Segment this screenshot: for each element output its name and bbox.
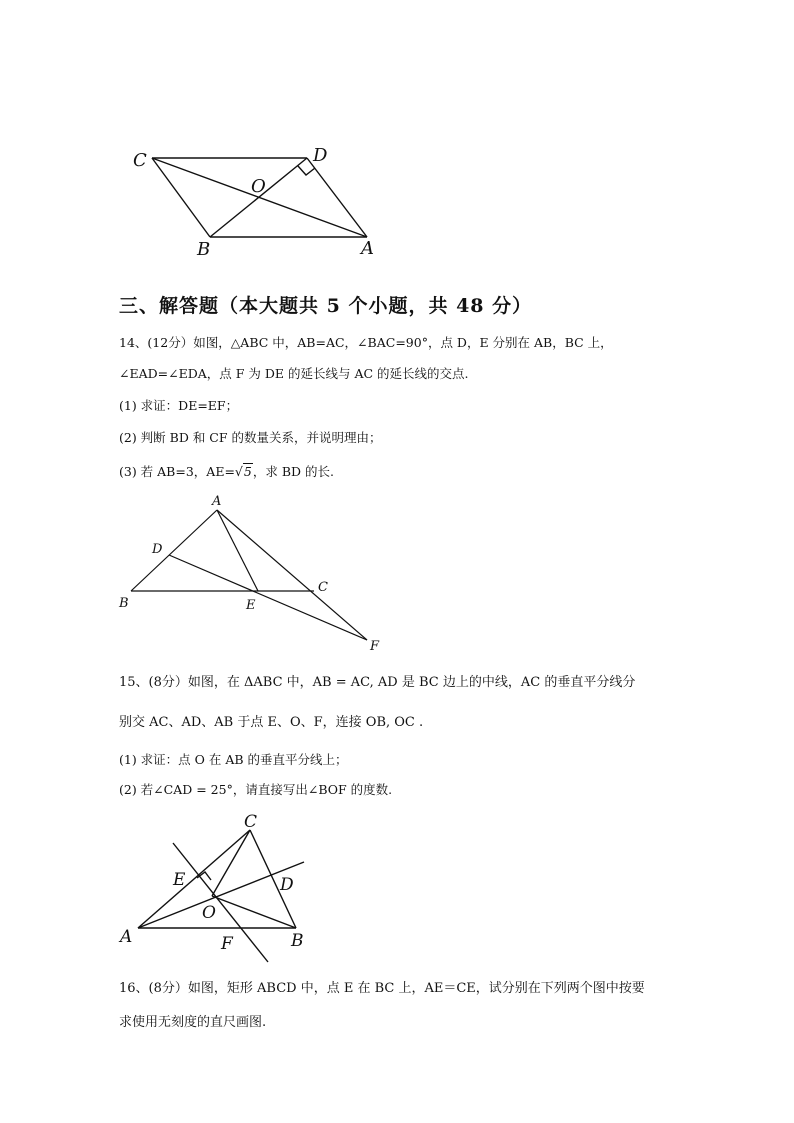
label-E: E <box>246 598 256 613</box>
right-angle-mark <box>197 872 211 880</box>
q14-line1: 14、(12分）如图，△ABC 中，AB=AC，∠BAC=90°，点 D，E 分别在 AB，BC 上， <box>119 335 613 350</box>
label-O: O <box>202 903 216 923</box>
label-A: A <box>120 927 133 947</box>
q14-part2: (2) 判断 BD 和 CF 的数量关系，并说明理由； <box>119 430 382 445</box>
segment-AC <box>138 830 250 928</box>
label-B: B <box>197 239 211 260</box>
label-A: A <box>212 494 222 509</box>
label-C: C <box>133 150 147 171</box>
q16-line1: 16、(8分）如图，矩形 ABCD 中，点 E 在 BC 上，AE＝CE，试分别在下列两个图中按要 <box>119 981 645 996</box>
label-A: A <box>361 238 374 259</box>
label-E: E <box>173 870 186 890</box>
label-C: C <box>318 580 328 595</box>
label-C: C <box>244 812 258 832</box>
q15-part2: (2) 若∠CAD = 25°，请直接写出∠BOF 的度数. <box>119 782 393 797</box>
q14-part3-pre: (3) 若 AB=3，AE= <box>119 464 235 479</box>
label-F: F <box>221 934 233 954</box>
q15-line2: 别交 AC、AD、AB 于点 E、O、F，连接 OB, OC . <box>119 715 424 730</box>
section-title: 三、解答题（本大题共 5 个小题，共 48 分） <box>119 295 533 317</box>
q16-line2: 求使用无刻度的直尺画图. <box>119 1015 267 1030</box>
label-B: B <box>119 596 129 611</box>
q14-part1: (1) 求证：DE=EF； <box>119 398 239 413</box>
q15-line1: 15、(8分）如图，在 ΔABC 中，AB = AC, AD 是 BC 边上的中线，AC 的垂直平分线分 <box>119 675 636 690</box>
label-D: D <box>313 145 328 166</box>
label-D: D <box>152 542 163 557</box>
q14-part3-post: ，求 BD 的长. <box>252 464 334 479</box>
label-O: O <box>251 176 266 197</box>
sqrt-symbol: √ <box>234 464 243 479</box>
segment-AD-extended <box>138 862 304 928</box>
label-B: B <box>291 931 304 951</box>
label-D: D <box>280 875 294 895</box>
q14-line2: ∠EAD=∠EDA，点 F 为 DE 的延长线与 AC 的延长线的交点. <box>119 366 469 381</box>
sqrt-radicand: 5 <box>243 464 252 479</box>
q15-part1: (1) 求证：点 O 在 AB 的垂直平分线上； <box>119 752 348 767</box>
label-F: F <box>370 639 380 654</box>
